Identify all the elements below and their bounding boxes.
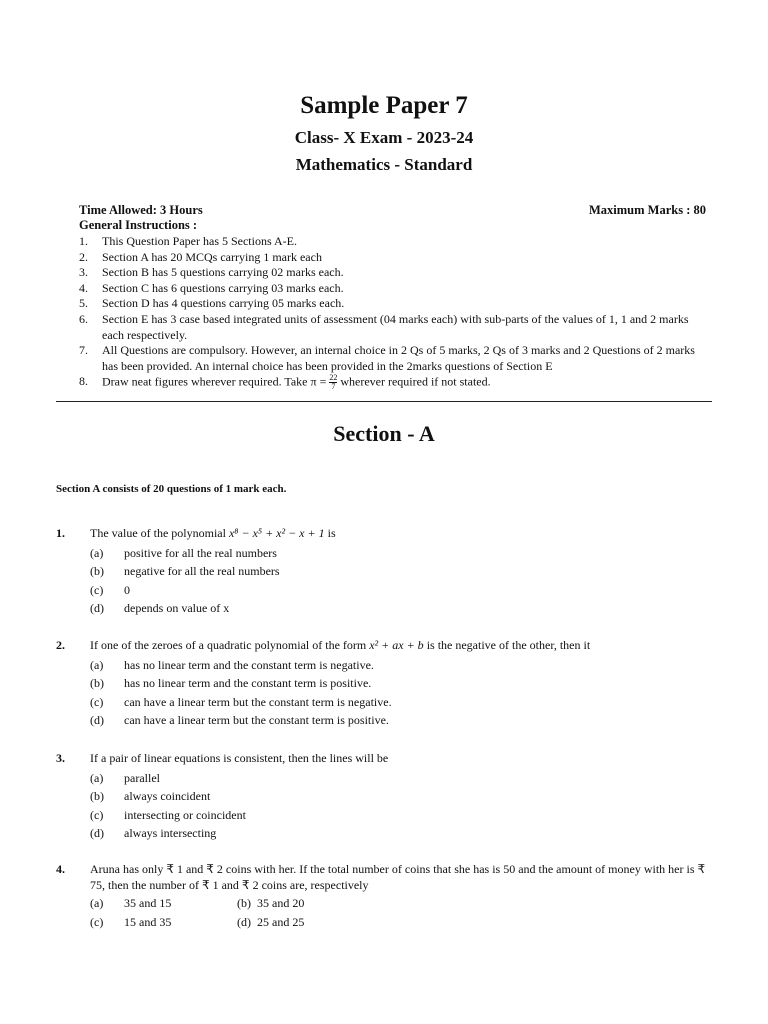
options-list (90, 656, 712, 730)
question-1 (56, 526, 712, 618)
option: (c) 0 (90, 582, 130, 597)
instruction-item: 8. Draw neat figures wherever required. Take π = $\frac{22}{7}$ wherever required if not stated. (79, 373, 491, 392)
instruction-item: 3. Section B has 5 questions carrying 02 marks each. (79, 265, 344, 280)
options-list (90, 544, 712, 618)
paper-title: Sample Paper 7 (300, 92, 468, 119)
question-number: 3. (56, 751, 65, 765)
question-3 (56, 751, 712, 843)
math-expression: x² + ax + b (369, 638, 424, 652)
options-grid (90, 894, 712, 932)
option: (b) 35 and 20 (237, 896, 305, 910)
option: (a) 35 and 15 (90, 896, 172, 910)
option: (d) can have a linear term but the constant term is positive. (90, 713, 389, 727)
section-note: Section A consists of 20 questions of 1 mark each. (56, 483, 287, 495)
section-divider (56, 401, 712, 402)
instruction-item: 6. Section E has 3 case based integrated units of assessment (04 marks each) with sub-parts of the values of 1, 1 and 2 marks each respectively. (79, 311, 689, 342)
class-exam-line: Class- X Exam - 2023-24 (294, 128, 474, 147)
question-text: The value of the polynomial x⁸ − x⁵ + x² − x + 1 is (90, 526, 336, 540)
section-title: Section - A (333, 421, 435, 446)
question-4 (56, 862, 712, 932)
instructions-list (79, 234, 712, 391)
maximum-marks: Maximum Marks : 80 (589, 203, 706, 217)
option: (b) always coincident (90, 789, 211, 803)
question-number: 2. (56, 638, 65, 652)
general-instructions-heading: General Instructions : (79, 218, 198, 232)
option: (d) 25 and 25 (237, 915, 305, 929)
instruction-item: 5. Section D has 4 questions carrying 05 marks each. (79, 296, 345, 311)
question-number: 1. (56, 526, 65, 540)
question-text: If a pair of linear equations is consistent, then the lines will be (90, 751, 389, 765)
instruction-item: 4. Section C has 6 questions carrying 03 marks each. (79, 280, 344, 295)
option: (b) has no linear term and the constant term is positive. (90, 676, 372, 690)
question-number: 4. (56, 862, 65, 876)
option: (c) intersecting or coincident (90, 807, 246, 822)
option: (c) 15 and 35 (90, 915, 172, 929)
instruction-item: 1. This Question Paper has 5 Sections A-E. (79, 234, 297, 248)
math-expression: x⁸ − x⁵ + x² − x + 1 (228, 526, 325, 540)
subject-line: Mathematics - Standard (295, 155, 473, 174)
pi-fraction: $\frac{22}{7}$ (329, 373, 338, 392)
instruction-item: 2. Section A has 20 MCQs carrying 1 mark each (79, 249, 322, 264)
option: (d) always intersecting (90, 826, 217, 840)
options-list (90, 769, 712, 843)
instruction-item: 7. All Questions are compulsory. However, an internal choice in 2 Qs of 5 marks, 2 Qs of 3 marks and 2 Questions of 2 marks has been provided. An internal choice has been provided in the 2marks questions of Section E (79, 343, 695, 373)
question-text: If one of the zeroes of a quadratic polynomial of the form x² + ax + b is the negative of the other, then it (90, 638, 591, 652)
option: (a) has no linear term and the constant term is negative. (90, 657, 374, 672)
option: (a) positive for all the real numbers (90, 545, 277, 560)
option: (c) can have a linear term but the constant term is negative. (90, 694, 392, 709)
option: (b) negative for all the real numbers (90, 564, 280, 578)
option: (d) depends on value of x (90, 601, 230, 615)
option: (a) parallel (90, 770, 160, 785)
question-text: Aruna has only ₹ 1 and ₹ 2 coins with her. If the total number of coins that she has is 50 and the amount of money with her is ₹ 75, then the number of ₹ 1 and ₹ 2 coins are, respectively (90, 862, 706, 892)
time-allowed: Time Allowed: 3 Hours (79, 203, 203, 217)
question-2 (56, 638, 712, 730)
